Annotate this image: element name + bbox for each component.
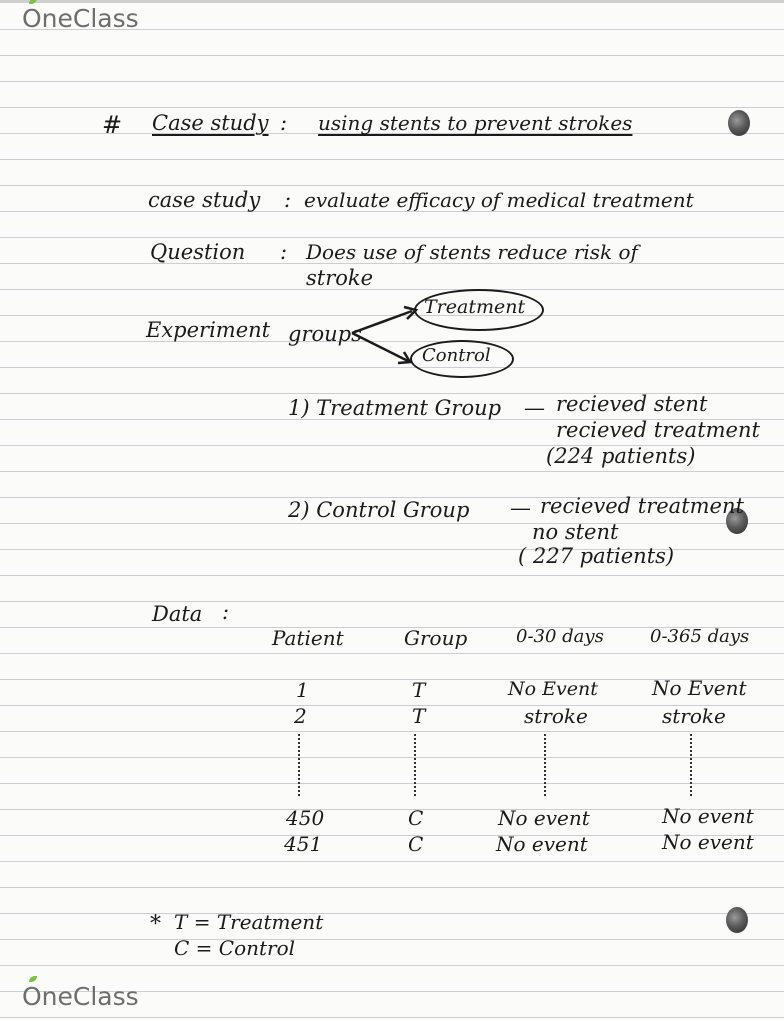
- title-text: using stents to prevent strokes: [318, 111, 633, 135]
- case-study-text: evaluate efficacy of medical treatment: [304, 188, 694, 212]
- header-0-365-days: 0-365 days: [650, 626, 750, 647]
- legend-star: *: [150, 912, 161, 937]
- title-label: Case study: [152, 111, 269, 135]
- data-label: Data: [152, 602, 203, 626]
- group-2-dash: —: [510, 496, 531, 520]
- branch-treatment: Treatment: [424, 296, 526, 318]
- continuation-dots: [690, 734, 694, 796]
- case-study-colon: :: [284, 188, 292, 212]
- group-1-dash: —: [524, 396, 545, 420]
- group-2-line-2: no stent: [532, 520, 619, 544]
- groups-label: groups: [288, 322, 362, 346]
- oneclass-logo-top: [22, 4, 139, 33]
- group-2-title: 2) Control Group: [288, 498, 470, 522]
- cell-patient: 1: [296, 678, 309, 702]
- punch-hole-icon: [728, 110, 750, 136]
- cell-0-30: No Event: [508, 678, 598, 700]
- punch-hole-icon: [726, 907, 748, 933]
- cell-group: T: [412, 678, 426, 702]
- cell-patient: 451: [284, 832, 323, 856]
- group-1-title: 1) Treatment Group: [288, 396, 502, 420]
- title-colon: :: [280, 111, 288, 135]
- header-group: Group: [404, 626, 468, 650]
- cell-0-365: stroke: [662, 704, 726, 728]
- legend-line-2: C = Control: [174, 936, 296, 960]
- oneclass-logo-bottom: [22, 982, 139, 1011]
- cell-group: C: [408, 832, 424, 856]
- page-top-edge: [0, 0, 784, 3]
- data-colon: :: [222, 600, 230, 624]
- cell-0-30: No event: [498, 806, 590, 830]
- cell-0-365: No event: [662, 804, 754, 828]
- cell-0-365: No event: [662, 830, 754, 854]
- title-hash: #: [102, 111, 123, 139]
- group-2-patients: ( 227 patients): [518, 544, 675, 568]
- cell-0-30: stroke: [524, 704, 588, 728]
- continuation-dots: [414, 734, 418, 796]
- cell-0-30: No event: [496, 832, 588, 856]
- continuation-dots: [298, 734, 302, 796]
- question-line-1: Does use of stents reduce risk of: [306, 240, 638, 264]
- header-0-30-days: 0-30 days: [516, 626, 604, 647]
- cell-patient: 2: [294, 704, 307, 728]
- logo-text: OneClass: [22, 982, 139, 1011]
- experiment-label: Experiment: [146, 318, 271, 342]
- group-1-line-1: recieved stent: [556, 392, 708, 416]
- cell-group: C: [408, 806, 424, 830]
- question-label: Question: [150, 240, 246, 264]
- case-study-label: case study: [148, 188, 261, 212]
- cell-0-365: No Event: [652, 676, 747, 700]
- continuation-dots: [544, 734, 548, 796]
- legend-line-1: T = Treatment: [174, 910, 324, 934]
- question-line-2: stroke: [306, 266, 374, 290]
- cell-patient: 450: [286, 806, 325, 830]
- group-1-patients: (224 patients): [546, 444, 696, 468]
- header-patient: Patient: [272, 626, 344, 650]
- group-1-line-2: recieved treatment: [556, 418, 760, 442]
- cell-group: T: [412, 704, 426, 728]
- branch-control: Control: [422, 345, 491, 366]
- question-colon: :: [280, 240, 288, 264]
- logo-text: OneClass: [22, 4, 139, 33]
- group-2-line-1: recieved treatment: [540, 494, 744, 518]
